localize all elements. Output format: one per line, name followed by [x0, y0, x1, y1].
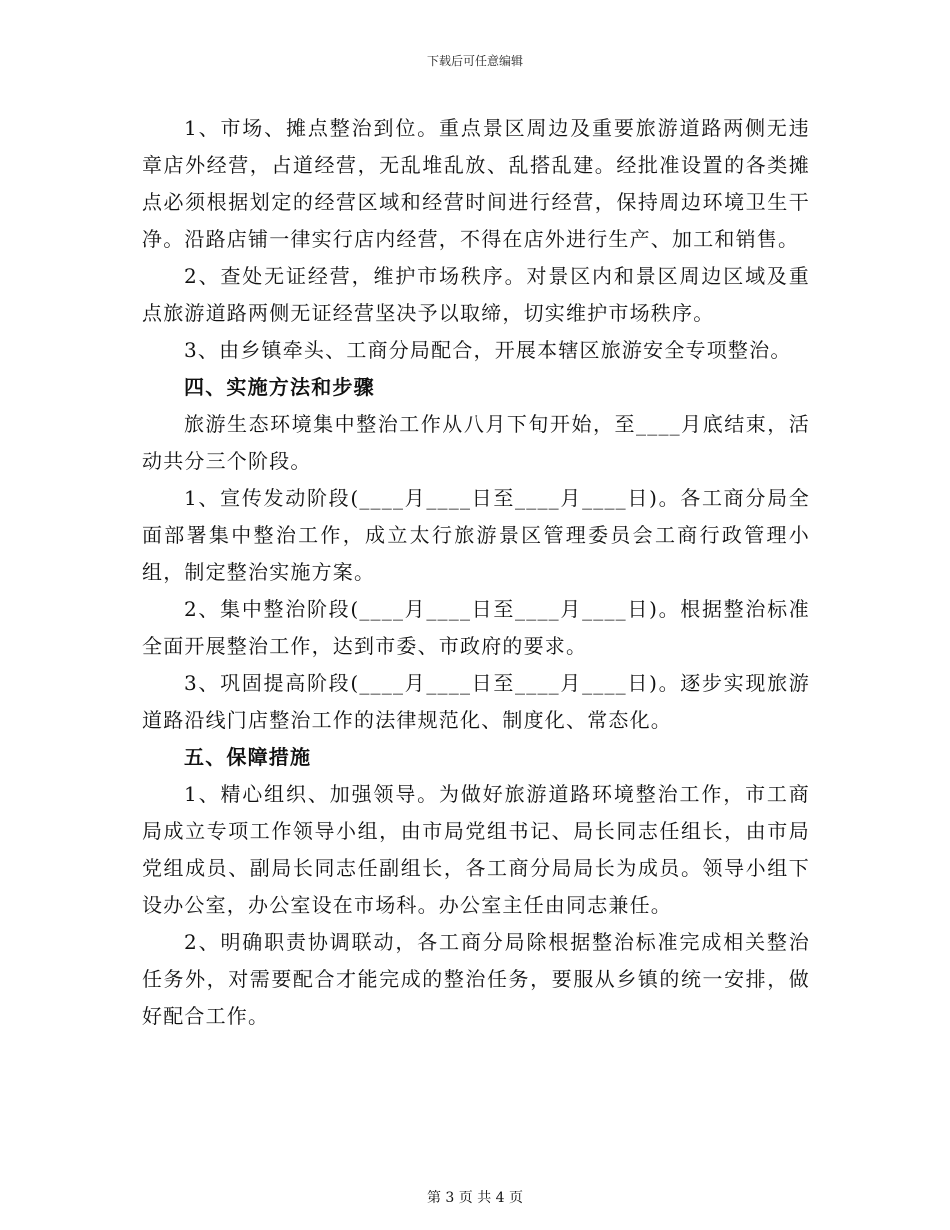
paragraph-safety-rectification: 3、由乡镇牵头、工商分局配合，开展本辖区旅游安全专项整治。 [184, 338, 792, 362]
paragraph-phase-rectification: 2、集中整治阶段(____月____日至____月____日)。根据整治标准全面开展整治工作，达到市委、市政府的要求。 [142, 597, 810, 658]
section-heading-methods: 四、实施方法和步骤 [184, 375, 375, 399]
paragraph-phase-consolidation: 3、巩固提高阶段(____月____日至____月____日)。逐步实现旅游道路沿线门店整治工作的法律规范化、制度化、常态化。 [142, 671, 810, 732]
page-number-footer: 第 3 页 共 4 页 [426, 1190, 524, 1206]
paragraph-schedule-intro: 旅游生态环境集中整治工作从八月下旬开始，至____月底结束，活动共分三个阶段。 [142, 412, 810, 473]
page-header: 下载后可任意编辑 [426, 54, 523, 68]
paragraph-coordination: 2、明确职责协调联动，各工商分局除根据整治标准完成相关整治任务外，对需要配合才能完成的整治任务，要服从乡镇的统一安排，做好配合工作。 [142, 930, 810, 1028]
section-heading-safeguards: 五、保障措施 [184, 745, 312, 769]
paragraph-organization-leadership: 1、精心组织、加强领导。为做好旅游道路环境整治工作，市工商局成立专项工作领导小组，由市局党组书记、局长同志任组长，由市局党组成员、副局长同志任副组长，各工商分局局长为成员。领导小组下设办公室，办公室设在市场科。办公室主任由同志兼任。 [142, 782, 810, 917]
paragraph-unlicensed-business: 2、查处无证经营，维护市场秩序。对景区内和景区周边区域及重点旅游道路两侧无证经营坚决予以取缔，切实维护市场秩序。 [142, 264, 810, 325]
document-body [142, 110, 810, 1035]
paragraph-market-regulation: 1、市场、摊点整治到位。重点景区周边及重要旅游道路两侧无违章店外经营，占道经营，无乱堆乱放、乱搭乱建。经批准设置的各类摊点必须根据划定的经营区域和经营时间进行经营，保持周边环境卫生干净。沿路店铺一律实行店内经营，不得在店外进行生产、加工和销售。 [142, 116, 810, 251]
paragraph-phase-publicity: 1、宣传发动阶段(____月____日至____月____日)。各工商分局全面部署集中整治工作，成立太行旅游景区管理委员会工商行政管理小组，制定整治实施方案。 [142, 486, 810, 584]
